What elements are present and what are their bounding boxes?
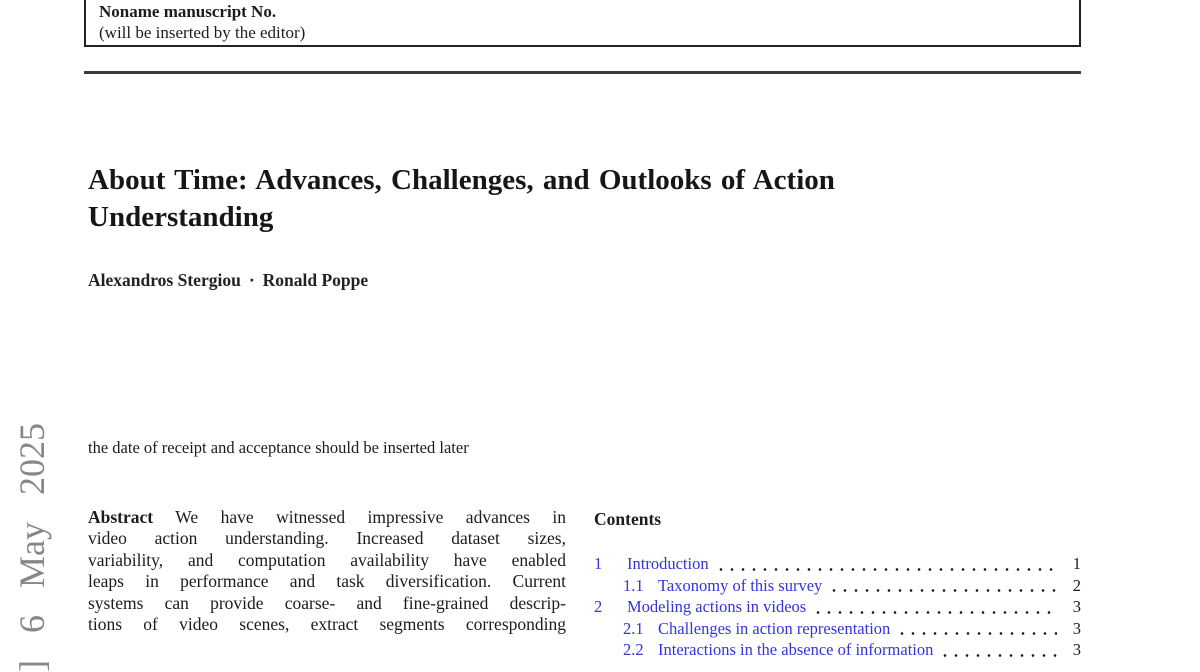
toc-dot-leader bbox=[943, 640, 1057, 662]
toc-section-number[interactable]: 2.2 bbox=[623, 640, 644, 659]
toc-dot-leader bbox=[719, 554, 1057, 576]
table-of-contents bbox=[594, 554, 1081, 662]
abstract-line-text: video action understanding. Increased dataset sizes, bbox=[88, 528, 566, 549]
arxiv-date-watermark: ] 6 May 2025 bbox=[12, 423, 52, 672]
toc-section-number[interactable]: 2 bbox=[594, 597, 603, 616]
toc-section-link[interactable]: Modeling actions in videos bbox=[627, 597, 807, 616]
paper-title-line-2: Understanding bbox=[88, 201, 274, 233]
toc-section-number[interactable]: 1.1 bbox=[623, 575, 644, 595]
abstract-line-text: tions of video scenes, extract segments corresponding bbox=[88, 614, 566, 635]
toc-page-number: 1 bbox=[1072, 554, 1081, 573]
toc-page-number: 3 bbox=[1072, 618, 1081, 638]
author-list bbox=[88, 270, 368, 291]
abstract-line bbox=[88, 528, 566, 549]
toc-dot-leader bbox=[832, 576, 1057, 598]
toc-section-link[interactable]: Interactions in the absence of information bbox=[658, 640, 934, 659]
contents-heading: Contents bbox=[594, 509, 662, 529]
abstract-line bbox=[88, 614, 566, 635]
editor-note-text: (will be inserted by the editor) bbox=[99, 23, 306, 42]
toc-page-number: 3 bbox=[1072, 597, 1081, 616]
abstract-label: Abstract bbox=[88, 507, 154, 527]
toc-section-number[interactable]: 1 bbox=[594, 554, 603, 573]
toc-dot-leader bbox=[816, 597, 1057, 619]
author-separator-dot: · bbox=[248, 270, 255, 290]
manuscript-header-box bbox=[84, 0, 1081, 47]
paper-title-line-1: About Time: Advances, Challenges, and Outlooks of Action bbox=[88, 164, 835, 196]
manuscript-no-text: Noname manuscript No. bbox=[99, 2, 277, 21]
toc-entry-taxonomy bbox=[594, 576, 1081, 598]
abstract-line-text: systems can provide coarse- and fine-grained descrip- bbox=[88, 592, 566, 613]
paper-title bbox=[88, 162, 835, 236]
toc-page-number: 2 bbox=[1072, 575, 1081, 595]
toc-section-link[interactable]: Challenges in action representation bbox=[658, 618, 891, 638]
toc-section-link[interactable]: Taxonomy of this survey bbox=[658, 575, 823, 595]
author-1: Alexandros Stergiou bbox=[88, 270, 241, 290]
abstract-line bbox=[88, 550, 566, 571]
abstract-line-text: leaps in performance and task diversification. Current bbox=[88, 571, 566, 592]
toc-dot-leader bbox=[900, 619, 1057, 641]
toc-section-number[interactable]: 2.1 bbox=[623, 618, 644, 638]
abstract-paragraph bbox=[88, 507, 566, 635]
toc-entry-clipped bbox=[594, 640, 1081, 662]
toc-entry-modeling-actions bbox=[594, 597, 1081, 619]
abstract-line-text: We have witnessed impressive advances in bbox=[175, 507, 567, 527]
abstract-line bbox=[88, 571, 566, 592]
toc-page-number: 3 bbox=[1072, 640, 1081, 659]
abstract-line bbox=[88, 593, 566, 614]
abstract-line bbox=[88, 507, 566, 528]
receipt-date-note: the date of receipt and acceptance should be inserted later bbox=[88, 438, 469, 457]
header-rule bbox=[84, 71, 1081, 74]
toc-entry-challenges bbox=[594, 619, 1081, 641]
toc-entry-introduction bbox=[594, 554, 1081, 576]
abstract-line-text: variability, and computation availability have enabled bbox=[88, 549, 566, 570]
toc-section-link[interactable]: Introduction bbox=[627, 554, 709, 573]
author-2: Ronald Poppe bbox=[262, 270, 369, 290]
